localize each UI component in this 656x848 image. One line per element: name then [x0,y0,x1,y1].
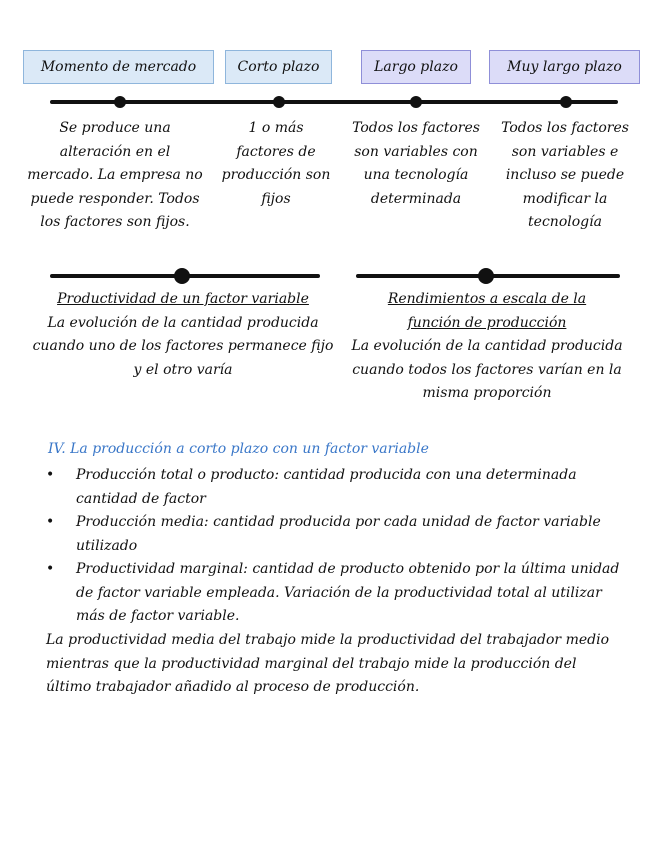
closing-paragraph: La productividad media del trabajo mide la productividad del trabajador medio mientras que la productividad marginal del trabajo mide la producción del último trabajador añadido al proceso de producción. [46,632,610,695]
concept-text: La evolución de la cantidad producida cuando todos los factores varían en la misma proporción [351,338,623,401]
list-item-text: Producción media: cantidad producida por cada unidad de factor variable utilizado [76,514,601,554]
description-momento-de-mercado: Se produce una alteración en el mercado. La empresa no puede responder. Todos los factores son fijos. [27,120,203,230]
list-item-text: Productividad marginal: cantidad de producto obtenido por la última unidad de factor variable empleada. Variación de la productividad total al utilizar más de factor variable. [76,561,620,624]
concept-text: La evolución de la cantidad producida cuando uno de los factores permanece fijo y el otro varía [32,314,334,378]
bullet-icon: • [46,467,55,483]
bullet-list [44,464,624,629]
bullet-icon: • [46,514,55,530]
concept-rendimientos [337,288,637,406]
list-item-text: Producción total o producto: cantidad producida con una determinada cantidad de factor [76,467,577,507]
timeline-dot [410,96,422,108]
box-label: Corto plazo [237,59,320,75]
timeline-dot [114,96,126,108]
description-largo-plazo: Todos los factores son variables con una tecnología determinada [352,120,480,207]
box-corto-plazo [225,50,332,84]
timeline-dot [560,96,572,108]
description-corto-plazo: 1 o más factores de producción son fijos [221,120,331,207]
concept-title-line2: función de producción [407,314,567,331]
concept-dot-right [478,268,494,284]
box-label: Momento de mercado [40,59,197,75]
list-item [44,464,624,511]
bullet-icon: • [46,561,55,577]
box-muy-largo-plazo [489,50,640,84]
box-momento-de-mercado [23,50,214,84]
concept-dot-left [174,268,190,284]
list-item [44,558,624,629]
timeline-dot [273,96,285,108]
description-muy-largo-plazo: Todos los factores son variables e incluso se puede modificar la tecnología [501,120,629,230]
timeline-line [50,100,618,104]
section-heading: IV. La producción a corto plazo con un factor variable [48,441,429,457]
concept-title-line1: Rendimientos a escala de la [387,291,587,307]
list-item [44,511,624,558]
box-label: Muy largo plazo [507,59,622,75]
concept-title: Productividad de un factor variable [57,291,309,307]
box-label: Largo plazo [374,59,458,75]
box-largo-plazo [361,50,471,84]
concept-productividad [30,288,336,382]
